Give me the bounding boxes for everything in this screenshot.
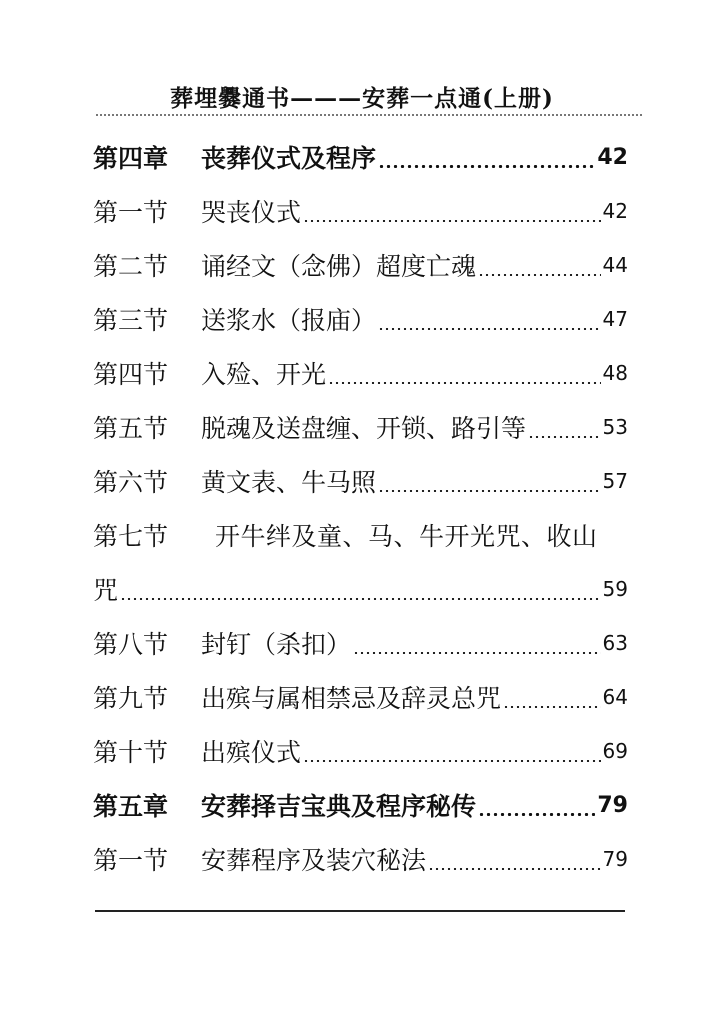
- toc-page-number: 59: [602, 577, 628, 601]
- table-of-contents: [93, 130, 628, 886]
- toc-entry-section[interactable]: [93, 184, 628, 238]
- toc-entry-section[interactable]: [93, 670, 628, 724]
- dot-leader: [303, 760, 601, 762]
- dot-leader: [303, 220, 601, 222]
- toc-title: 封钉（杀扣）: [201, 630, 352, 659]
- dot-leader: [378, 328, 601, 330]
- toc-entry-section[interactable]: [93, 292, 628, 346]
- dot-leader: [353, 652, 601, 654]
- toc-page-number: 63: [602, 631, 628, 655]
- dot-leader: [528, 436, 601, 438]
- toc-entry-chapter[interactable]: [93, 778, 628, 832]
- toc-page-number: 42: [597, 144, 628, 170]
- toc-page-number: 48: [602, 361, 628, 385]
- toc-title: 出殡仪式: [201, 738, 302, 767]
- toc-page-number: 79: [597, 792, 628, 818]
- toc-title: 丧葬仪式及程序: [201, 144, 377, 173]
- toc-entry-section[interactable]: [93, 724, 628, 778]
- toc-entry-section[interactable]: [93, 238, 628, 292]
- toc-number: 第五章: [93, 792, 169, 821]
- toc-page-number: 53: [602, 415, 628, 439]
- toc-number: 第一节: [93, 846, 169, 875]
- toc-number: 第六节: [93, 468, 169, 497]
- toc-entry-section[interactable]: [93, 616, 628, 670]
- dot-leader: [478, 274, 601, 276]
- toc-title: 入殓、开光: [201, 360, 327, 389]
- toc-entry-section[interactable]: [93, 346, 628, 400]
- toc-number: 第四章: [93, 144, 169, 173]
- toc-title: 出殡与属相禁忌及辞灵总咒: [201, 684, 502, 713]
- toc-page-number: 44: [602, 253, 628, 277]
- toc-number: 第五节: [93, 414, 169, 443]
- toc-entry-section-wrapped[interactable]: [93, 508, 628, 616]
- toc-entry-chapter[interactable]: [93, 130, 628, 184]
- toc-number: 第四节: [93, 360, 169, 389]
- toc-title: 哭丧仪式: [201, 198, 302, 227]
- toc-number: 第三节: [93, 306, 169, 335]
- toc-title: 安葬择吉宝典及程序秘传: [201, 792, 477, 821]
- running-header: 葬埋爨通书———安葬一点通(上册): [170, 85, 554, 112]
- toc-page-number: 57: [602, 469, 628, 493]
- toc-title: 开牛绊及童、马、牛开光咒、收山: [215, 522, 598, 551]
- toc-number: 第二节: [93, 252, 169, 281]
- toc-entry-section[interactable]: [93, 454, 628, 508]
- toc-page-number: 69: [602, 739, 628, 763]
- toc-title: 黄文表、牛马照: [201, 468, 377, 497]
- toc-title-continuation: 咒: [93, 576, 119, 605]
- dot-leader: [378, 165, 595, 168]
- dot-leader: [503, 706, 601, 708]
- header-dotted-rule: [96, 114, 644, 116]
- toc-page-number: 64: [602, 685, 628, 709]
- toc-title: 诵经文（念佛）超度亡魂: [201, 252, 477, 281]
- toc-title: 安葬程序及装穴秘法: [201, 846, 427, 875]
- dot-leader: [328, 382, 601, 384]
- toc-number: 第十节: [93, 738, 169, 767]
- dot-leader: [120, 598, 601, 600]
- toc-number: 第九节: [93, 684, 169, 713]
- toc-page-number: 47: [602, 307, 628, 331]
- toc-title: 脱魂及送盘缠、开锁、路引等: [201, 414, 527, 443]
- toc-page-number: 42: [602, 199, 628, 223]
- dot-leader: [478, 813, 595, 816]
- toc-page-number: 79: [602, 847, 628, 871]
- dot-leader: [378, 490, 601, 492]
- toc-title: 送浆水（报庙）: [201, 306, 377, 335]
- toc-number: 第八节: [93, 630, 169, 659]
- toc-number: 第一节: [93, 198, 169, 227]
- dot-leader: [428, 868, 601, 870]
- toc-entry-section[interactable]: [93, 400, 628, 454]
- footer-rule: [95, 910, 625, 912]
- toc-number: 第七节: [93, 522, 169, 551]
- toc-entry-section[interactable]: [93, 832, 628, 886]
